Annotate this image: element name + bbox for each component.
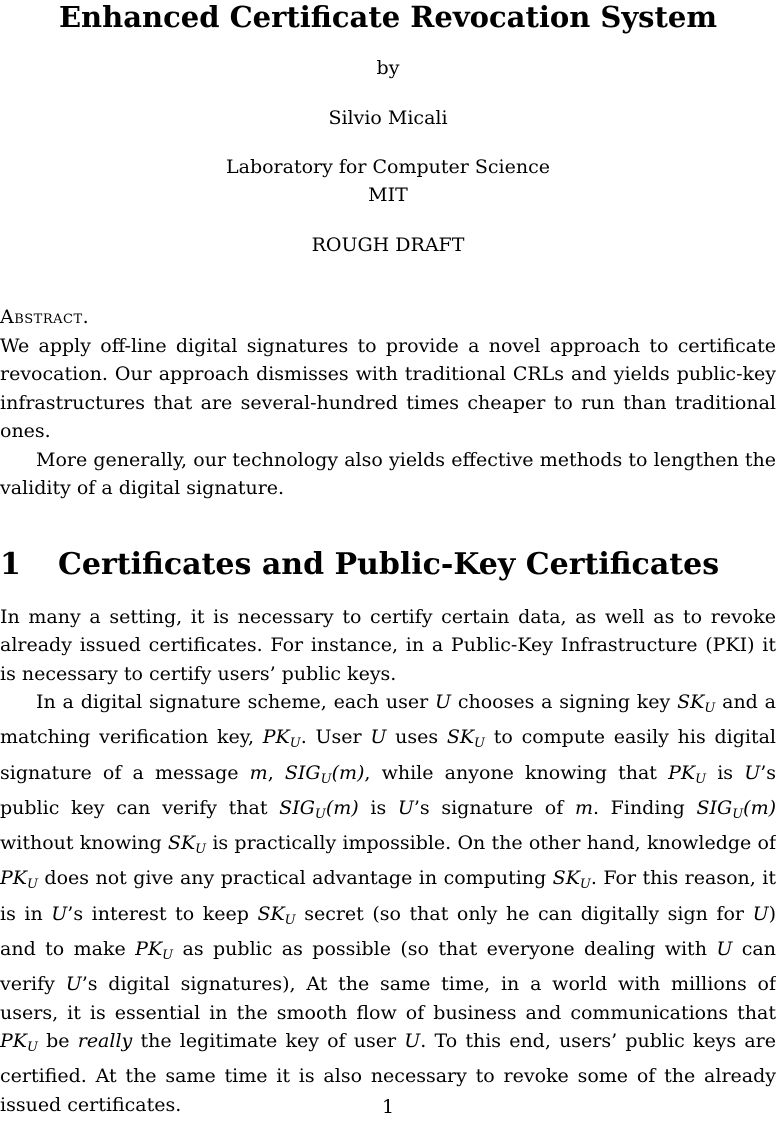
section-title: Certificates and Public-Key Certificates <box>58 547 720 582</box>
affiliation-lab: Laboratory for Computer Science <box>226 156 550 178</box>
page-number: 1 <box>381 1096 395 1118</box>
byline: by <box>376 57 400 79</box>
draft-label: ROUGH DRAFT <box>311 234 465 256</box>
section-heading <box>0 547 776 583</box>
paper-title: Enhanced Certificate Revocation System <box>58 0 718 34</box>
section-paragraph-1: In many a setting, it is necessary to certify certain data, as well as to revoke already issued certificates. For instance, in a Public-Key Infrastructure (PKI) it is necessary to certify users’ public keys. <box>0 606 776 685</box>
section-paragraph-2: In a digital signature scheme, each user U chooses a signing key $SK_U$ and a matching verification key, $PK_U$. User U uses $SK_U$ to compute easily his digital signature of a message m, $SIG_U(m)$, while anyone knowing that $PK_U$ is U’s public key can verify that $SIG_U(m)$ is U’s signature of m. Finding $SIG_U(m)$ without knowing $SK_U$ is practically impossible. On the other hand, knowledge of $PK_U$ does not give any practical advantage in computing $SK_U$. For this reason, it is in U’s interest to keep $SK_U$ secret (so that only he can digitally sign for U) and to make $PK_U$ as public as possible (so that everyone dealing with U can verify U’s digital signatures), At the same time, in a world with millions of users, it is essential in the smooth flow of business and communications that $PK_U$ be really the legitimate key of user U. To this end, users’ public keys are certified. At the same time it is also necessary to revoke some of the already issued certificates. <box>0 691 776 1116</box>
author-name: Silvio Micali <box>328 107 448 129</box>
section-number: 1 <box>0 547 21 582</box>
abstract-heading: Abstract. <box>0 306 90 328</box>
affiliation-institution: MIT <box>368 184 408 206</box>
abstract-paragraph-1: We apply off-line digital signatures to provide a novel approach to certificate revocation. Our approach dismisses with traditional CRLs and yields public-key infrastructures that are several-hundred times cheaper to run than traditional ones. <box>0 335 776 442</box>
abstract-paragraph-2: More generally, our technology also yields effective methods to lengthen the validity of a digital signature. <box>0 449 776 500</box>
